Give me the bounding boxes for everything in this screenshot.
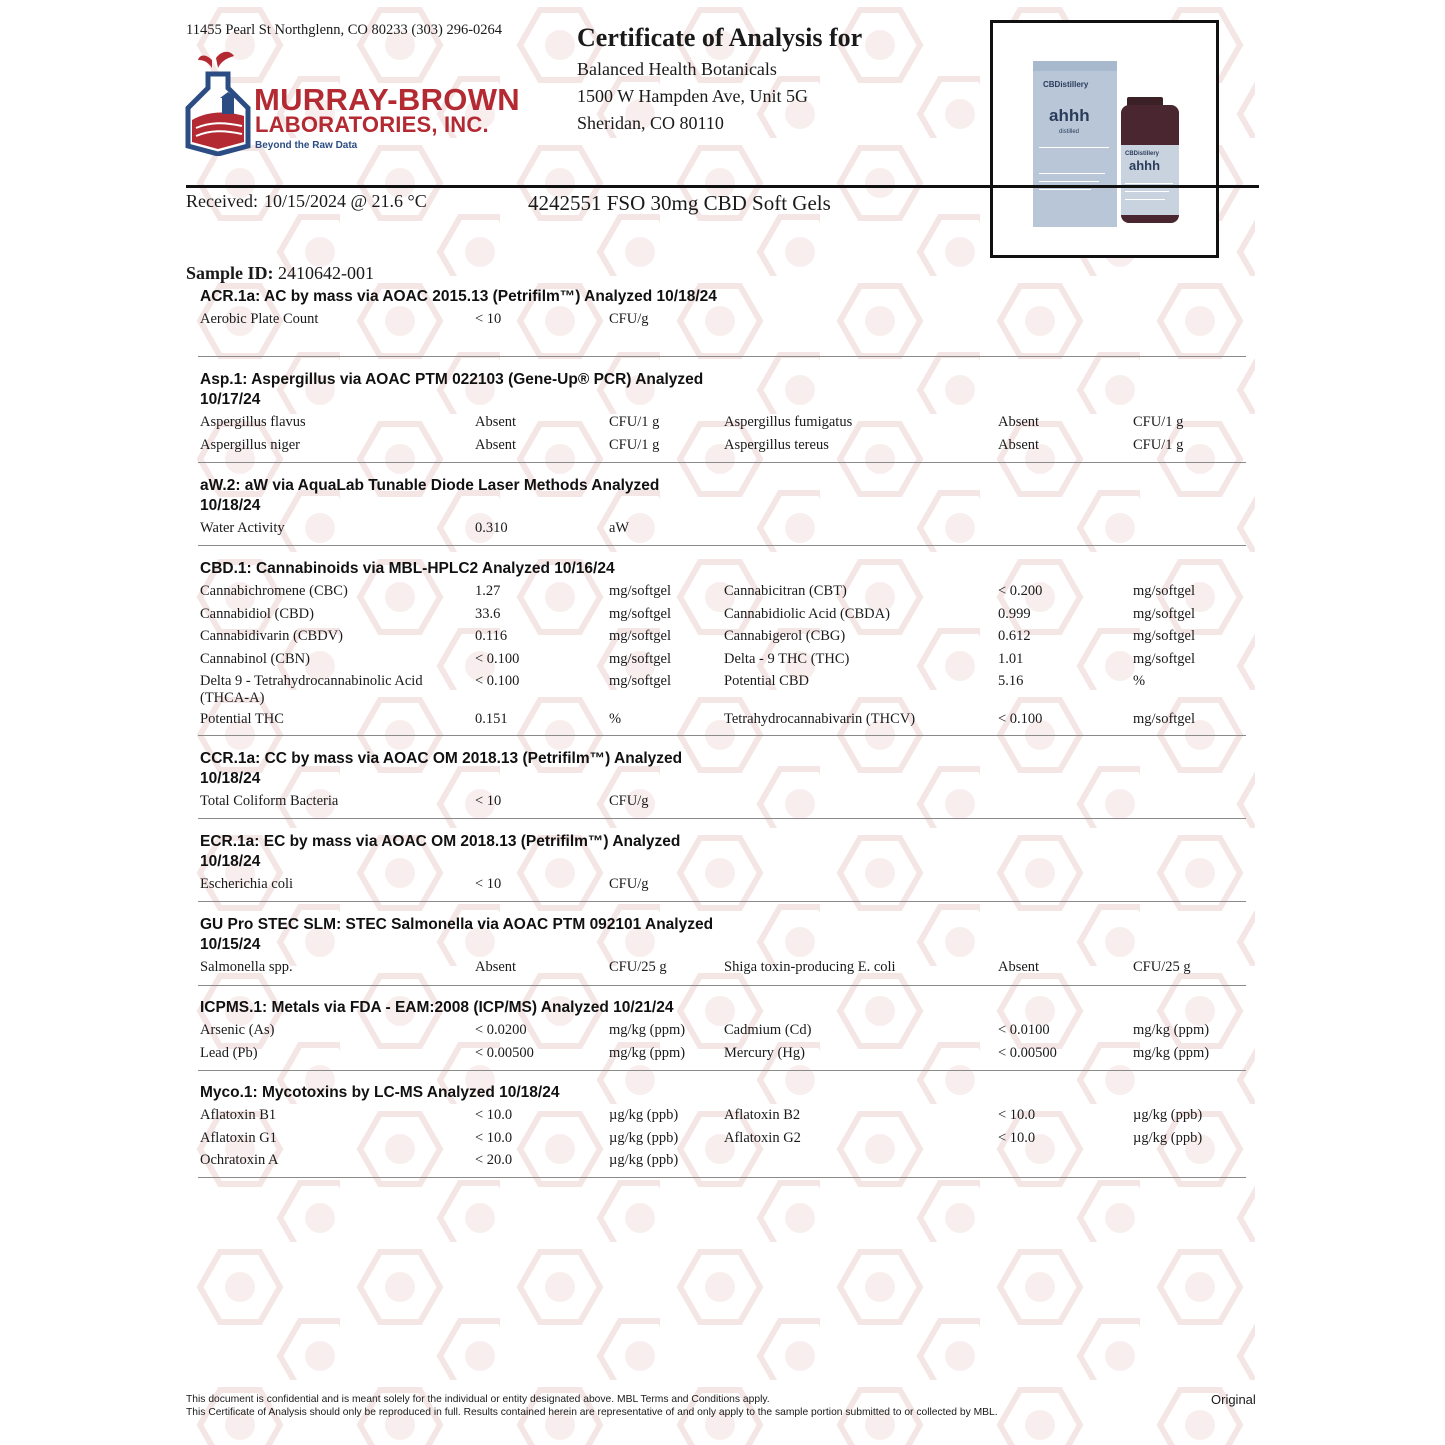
analyte-unit: CFU/g <box>609 793 649 809</box>
section-title: CBD.1: Cannabinoids via MBL-HPLC2 Analyzed 10/16/24 <box>200 560 615 577</box>
analyte-unit: µg/kg (ppb) <box>1133 1107 1203 1123</box>
lab-logo <box>184 48 529 156</box>
analyte-result: < 10.0 <box>998 1107 1036 1123</box>
section-coliform <box>200 749 1246 816</box>
header-divider <box>186 185 1259 188</box>
table-row <box>200 673 1246 711</box>
sample-id-value: 2410642-001 <box>278 263 375 283</box>
section-water-activity <box>200 476 1246 543</box>
photo-bottle-product: ahhh <box>1129 158 1161 173</box>
analyte-result: < 0.100 <box>998 711 1043 727</box>
flask-logo-icon <box>184 48 252 156</box>
section-title: CCR.1a: CC by mass via AOAC OM 2018.13 (Petrifilm™) Analyzed 10/18/24 <box>200 750 683 787</box>
analyte-result: 0.151 <box>475 711 508 727</box>
analyte-unit: µg/kg (ppb) <box>1133 1129 1203 1146</box>
section-divider <box>198 1070 1246 1071</box>
analyte-unit: mg/softgel <box>1133 583 1196 599</box>
section-acr <box>200 287 1246 334</box>
analyte-unit: % <box>1133 673 1146 689</box>
footer-line-1: This document is confidential and is meant solely for the individual or entity designated above. MBL Terms and Conditions apply. <box>186 1394 770 1405</box>
analyte-result: < 0.100 <box>475 650 520 667</box>
analyte-unit: mg/softgel <box>609 628 672 644</box>
analyte-unit: CFU/1 g <box>609 414 660 430</box>
analyte-result: < 0.200 <box>998 583 1043 599</box>
analyte-result: 1.27 <box>475 583 501 599</box>
analyte-name: Aflatoxin B2 <box>724 1107 801 1123</box>
section-title: Myco.1: Mycotoxins by LC-MS Analyzed 10/18/24 <box>200 1084 560 1101</box>
photo-bottle-brand: CBDistillery <box>1125 151 1160 157</box>
client-address <box>577 56 808 137</box>
analyte-result: < 0.00500 <box>998 1044 1057 1061</box>
analyte-name: Total Coliform Bacteria <box>200 793 339 809</box>
analyte-result: < 10 <box>475 311 502 327</box>
table-row <box>200 520 1246 543</box>
analyte-result: < 10.0 <box>998 1129 1036 1146</box>
client-name: Balanced Health Botanicals <box>577 59 777 79</box>
section-title: ACR.1a: AC by mass via AOAC 2015.13 (Petrifilm™) Analyzed 10/18/24 <box>200 288 717 305</box>
analyte-name: Escherichia coli <box>200 876 293 892</box>
client-city: Sheridan, CO 80110 <box>577 113 724 133</box>
section-title: Asp.1: Aspergillus via AOAC PTM 022103 (Gene-Up® PCR) Analyzed 10/17/24 <box>200 371 704 408</box>
table-row <box>200 651 1246 674</box>
analyte-result: < 0.00500 <box>475 1044 534 1061</box>
analyte-unit: µg/kg (ppb) <box>609 1152 679 1168</box>
analyte-result: 0.310 <box>475 520 508 536</box>
table-row <box>200 437 1246 460</box>
analyte-name: Aspergillus fumigatus <box>724 414 853 430</box>
footer-line-2: This Certificate of Analysis should only be reproduced in full. Results contained herein are representative of and only apply to the sample portion submitted to or collected by MBL. <box>186 1407 998 1418</box>
analyte-unit: mg/softgel <box>1133 650 1196 667</box>
analyte-unit: mg/softgel <box>609 583 672 599</box>
analyte-unit: CFU/1 g <box>609 436 660 453</box>
analyte-unit: CFU/1 g <box>1133 414 1184 430</box>
client-street: 1500 W Hampden Ave, Unit 5G <box>577 86 808 106</box>
section-mycotoxins <box>200 1083 1246 1175</box>
received-value: 10/15/2024 @ 21.6 °C <box>263 191 427 211</box>
analyte-name: Water Activity <box>200 520 285 536</box>
analyte-name: Delta - 9 THC (THC) <box>724 650 850 667</box>
analyte-unit: mg/kg (ppm) <box>609 1044 686 1061</box>
analyte-name: Potential CBD <box>724 673 809 689</box>
section-title: aW.2: aW via AquaLab Tunable Diode Laser Methods Analyzed 10/18/24 <box>200 477 660 514</box>
analyte-result: 0.116 <box>475 628 508 644</box>
analyte-result: < 10 <box>475 876 502 892</box>
section-title: GU Pro STEC SLM: STEC Salmonella via AOAC PTM 092101 Analyzed 10/15/24 <box>200 916 714 953</box>
certificate-title: Certificate of Analysis for <box>577 23 863 52</box>
section-title: ECR.1a: EC by mass via AOAC OM 2018.13 (Petrifilm™) Analyzed 10/18/24 <box>200 833 681 870</box>
document-status: Original <box>1211 1392 1256 1407</box>
analyte-unit: CFU/1 g <box>1133 436 1184 453</box>
analyte-unit: mg/softgel <box>1133 711 1196 727</box>
table-row <box>200 793 1246 816</box>
lab-tagline: Beyond the Raw Data <box>255 140 358 151</box>
section-divider <box>198 545 1246 546</box>
analyte-result: 0.612 <box>998 628 1031 644</box>
table-row <box>200 606 1246 629</box>
analyte-result: 1.01 <box>998 650 1024 667</box>
analyte-name: Cannabicitran (CBT) <box>724 583 847 599</box>
analyte-result: Absent <box>475 414 517 430</box>
analyte-name: Arsenic (As) <box>200 1022 275 1038</box>
analyte-result: < 10.0 <box>475 1129 513 1146</box>
received-info <box>186 191 427 212</box>
table-row <box>200 1107 1246 1130</box>
analyte-unit: CFU/25 g <box>609 959 667 975</box>
analyte-name: Delta 9 - Tetrahydrocannabinolic Acid (THCA-A) <box>200 673 423 706</box>
analyte-name: Cannabichromene (CBC) <box>200 583 348 599</box>
analyte-unit: % <box>609 711 622 727</box>
section-ecoli <box>200 832 1246 899</box>
analyte-result: < 0.0100 <box>998 1022 1050 1038</box>
analyte-unit: mg/kg (ppm) <box>1133 1044 1210 1061</box>
table-row <box>200 711 1246 734</box>
analyte-result: < 0.100 <box>475 673 520 689</box>
footer-disclaimer <box>186 1393 998 1419</box>
received-label: Received: <box>186 191 258 211</box>
table-row <box>200 628 1246 651</box>
analyte-name: Cadmium (Cd) <box>724 1022 812 1038</box>
analyte-unit: CFU/25 g <box>1133 959 1191 975</box>
analyte-name: Cannabidiol (CBD) <box>200 605 314 622</box>
sample-id-label: Sample ID: <box>186 263 274 283</box>
analyte-result: < 10 <box>475 793 502 809</box>
analyte-name: Tetrahydrocannabivarin (THCV) <box>724 711 916 727</box>
analyte-name: Salmonella spp. <box>200 959 293 975</box>
section-divider <box>198 735 1246 736</box>
section-divider <box>198 356 1246 357</box>
analyte-result: < 0.0200 <box>475 1022 527 1038</box>
analyte-unit: µg/kg (ppb) <box>609 1107 679 1123</box>
lab-name-line1: MURRAY-BROWN <box>254 82 520 117</box>
analyte-name: Potential THC <box>200 711 284 727</box>
section-divider <box>198 985 1246 986</box>
analyte-unit: mg/softgel <box>609 605 672 622</box>
section-stec-salmonella <box>200 915 1246 982</box>
table-row <box>200 1045 1246 1068</box>
analyte-result: Absent <box>998 959 1040 975</box>
analyte-unit: aW <box>609 520 630 536</box>
analyte-result: 5.16 <box>998 673 1024 689</box>
product-name: 4242551 FSO 30mg CBD Soft Gels <box>528 191 831 215</box>
analyte-result: < 10.0 <box>475 1107 513 1123</box>
photo-box-brand: CBDistillery <box>1043 80 1089 89</box>
analyte-unit: mg/kg (ppm) <box>1133 1022 1210 1038</box>
analyte-unit: CFU/g <box>609 311 649 327</box>
section-divider <box>198 901 1246 902</box>
photo-box-sub: distilled <box>1059 129 1080 135</box>
analyte-name: Cannabidivarin (CBDV) <box>200 628 343 644</box>
photo-box-product: ahhh <box>1049 106 1090 125</box>
analyte-name: Aflatoxin B1 <box>200 1107 277 1123</box>
analyte-name: Aflatoxin G2 <box>724 1129 801 1146</box>
analyte-unit: mg/softgel <box>1133 628 1196 644</box>
analyte-name: Aflatoxin G1 <box>200 1129 277 1146</box>
table-row <box>200 583 1246 606</box>
lab-name-line2: LABORATORIES, INC. <box>255 112 489 137</box>
analyte-name: Aspergillus tereus <box>724 436 829 453</box>
analyte-result: Absent <box>475 436 517 453</box>
analyte-result: 33.6 <box>475 605 501 622</box>
analyte-name: Cannabinol (CBN) <box>200 650 310 667</box>
section-cannabinoids <box>200 559 1246 734</box>
analyte-unit: µg/kg (ppb) <box>609 1129 679 1146</box>
section-divider <box>198 462 1246 463</box>
table-row <box>200 959 1246 982</box>
analyte-result: Absent <box>998 436 1040 453</box>
analyte-result: Absent <box>475 959 517 975</box>
section-title: ICPMS.1: Metals via FDA - EAM:2008 (ICP/MS) Analyzed 10/21/24 <box>200 999 674 1016</box>
analyte-name: Cannabigerol (CBG) <box>724 628 846 644</box>
table-row <box>200 876 1246 899</box>
lab-address: 11455 Pearl St Northglenn, CO 80233 (303) 296-0264 <box>186 22 503 38</box>
analyte-name: Shiga toxin-producing E. coli <box>724 959 896 975</box>
section-divider <box>198 1177 1246 1178</box>
product-photo <box>990 20 1219 258</box>
analyte-unit: CFU/g <box>609 876 649 892</box>
analyte-result: 0.999 <box>998 605 1031 622</box>
analyte-unit: mg/kg (ppm) <box>609 1022 686 1038</box>
analyte-name: Aspergillus flavus <box>200 414 306 430</box>
table-row <box>200 1022 1246 1045</box>
analyte-name: Mercury (Hg) <box>724 1044 805 1061</box>
section-divider <box>198 818 1246 819</box>
analyte-name: Ochratoxin A <box>200 1152 279 1168</box>
table-row <box>200 311 1246 334</box>
analyte-unit: mg/softgel <box>609 650 672 667</box>
analyte-result: Absent <box>998 414 1040 430</box>
section-aspergillus <box>200 370 1246 459</box>
table-row <box>200 1130 1246 1153</box>
analyte-name: Aspergillus niger <box>200 436 301 453</box>
analyte-name: Aerobic Plate Count <box>200 311 319 327</box>
analyte-name: Lead (Pb) <box>200 1044 258 1061</box>
table-row <box>200 1152 1246 1175</box>
analyte-unit: mg/softgel <box>609 673 672 689</box>
analyte-name: Cannabidiolic Acid (CBDA) <box>724 605 890 622</box>
analyte-result: < 20.0 <box>475 1152 513 1168</box>
analyte-unit: mg/softgel <box>1133 605 1196 622</box>
section-metals <box>200 998 1246 1067</box>
sample-id <box>186 263 374 284</box>
table-row <box>200 414 1246 437</box>
